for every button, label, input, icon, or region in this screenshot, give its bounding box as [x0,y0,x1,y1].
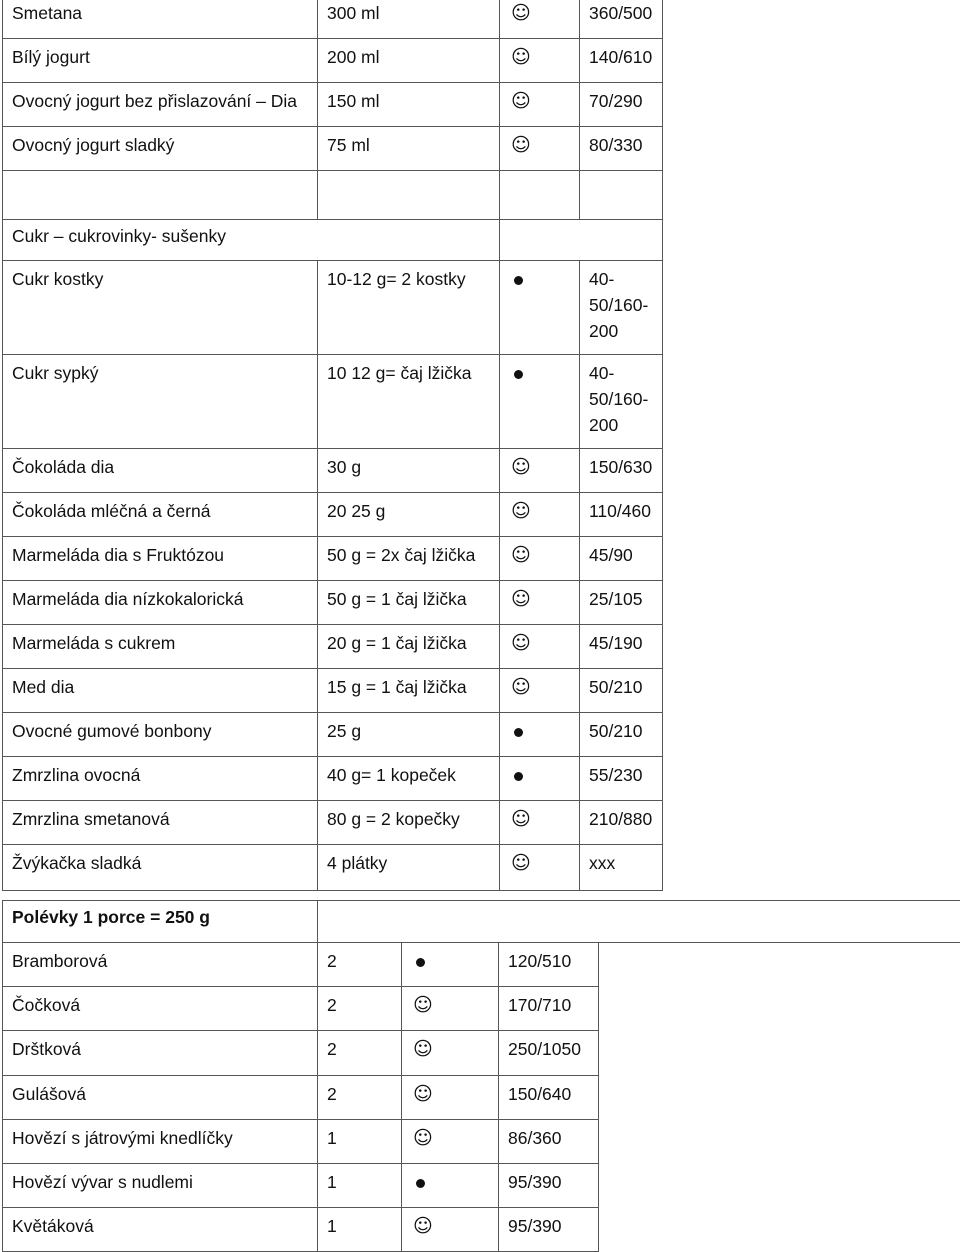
empty-cell [580,171,663,220]
portion-cell [318,355,500,449]
item-name-cell [3,1031,318,1076]
smiley-icon: ☺ [511,588,531,610]
item-value: 120/510 [508,951,572,971]
portion-cell [318,127,500,171]
item-portion: 25 g [327,721,362,741]
icon-cell [500,493,580,537]
icon-cell [500,713,580,757]
icon-cell [500,625,580,669]
item-value: 25/105 [589,589,643,609]
icon-cell [402,1164,499,1208]
value-cell [580,493,663,537]
table-row [3,757,663,801]
value-cell [499,943,599,987]
icon-cell [500,127,580,171]
portion-cell [318,261,500,355]
dot-icon [514,370,523,379]
item-name-cell [3,581,318,625]
portion-cell [318,1076,402,1120]
item-name: Cukr sypký [12,363,99,383]
section-title: Cukr – cukrovinky- sušenky [12,226,226,246]
smiley-icon: ☺ [511,456,531,478]
item-name-cell [3,493,318,537]
section-title-cell [3,220,500,261]
soup-table [2,900,960,1252]
value-cell [580,845,663,891]
item-portion: 1 [327,1216,337,1236]
icon-cell [500,581,580,625]
item-name-cell [3,801,318,845]
smiley-icon: ☺ [511,544,531,566]
value-cell [580,0,663,39]
table-row [3,39,663,83]
portion-cell [318,1031,402,1076]
portion-cell [318,801,500,845]
icon-cell [402,943,499,987]
soup-header-body [3,901,960,943]
item-name-cell [3,713,318,757]
portion-cell [318,845,500,891]
item-portion: 1 [327,1172,337,1192]
icon-cell [500,261,580,355]
portion-cell [318,39,500,83]
value-cell [580,537,663,581]
icon-cell [402,1120,499,1164]
item-portion: 75 ml [327,135,370,155]
dot-icon [416,1179,425,1188]
icon-cell [500,449,580,493]
item-name-cell [3,757,318,801]
item-portion: 2 [327,1084,337,1104]
portion-cell [318,83,500,127]
item-value: 50/210 [589,721,643,741]
empty-cell [318,171,500,220]
item-name-cell [3,943,318,987]
table-row [3,943,960,987]
item-name: Marmeláda dia s Fruktózou [12,545,225,565]
item-portion: 200 ml [327,47,380,67]
item-portion: 20 g = 1 čaj lžička [327,633,467,653]
item-name-cell [3,355,318,449]
table-row [3,669,663,713]
icon-cell [500,845,580,891]
table-row [3,83,663,127]
item-name: Ovocné gumové bonbony [12,721,212,741]
icon-cell [402,1031,499,1076]
item-value: 250/1050 [508,1039,581,1059]
value-cell [580,83,663,127]
item-name-cell [3,537,318,581]
smiley-icon: ☺ [511,90,531,112]
item-name: Žvýkačka sladká [12,853,142,873]
item-value: 86/360 [508,1128,562,1148]
portion-cell [318,669,500,713]
table-row [3,537,663,581]
item-name: Čokoláda mléčná a černá [12,501,211,521]
table-row [3,625,663,669]
item-name-cell [3,1208,318,1252]
item-name: Marmeláda s cukrem [12,633,176,653]
icon-cell [402,1076,499,1120]
item-name: Ovocný jogurt sladký [12,135,175,155]
item-name: Smetana [12,3,83,23]
dot-icon [514,728,523,737]
dot-icon [416,958,425,967]
value-cell [580,261,663,355]
table-row [3,581,663,625]
item-name-cell [3,845,318,891]
item-portion: 15 g = 1 čaj lžička [327,677,467,697]
item-portion: 2 [327,951,337,971]
table-row [3,493,663,537]
soup-title: Polévky 1 porce = 250 g [12,907,210,927]
empty-cell [318,901,960,943]
table-row [3,355,663,449]
item-name: Zmrzlina ovocná [12,765,141,785]
sweets-table [2,0,663,891]
value-cell [580,39,663,83]
item-name: Gulášová [12,1084,86,1104]
table-row [3,801,663,845]
soup-title-row [3,901,960,943]
sweets-top-body [3,0,663,171]
smiley-icon: ☺ [511,500,531,522]
section-header-row [3,220,663,261]
smiley-icon: ☺ [511,46,531,68]
item-name: Bramborová [12,951,108,971]
portion-cell [318,1208,402,1252]
smiley-icon: ☺ [413,994,433,1016]
item-portion: 2 [327,995,337,1015]
icon-cell [500,355,580,449]
item-value: 150/640 [508,1084,572,1104]
empty-cell [599,943,960,1252]
empty-cell [500,171,580,220]
icon-cell [500,757,580,801]
table-row [3,0,663,39]
item-value: 80/330 [589,135,643,155]
item-name-cell [3,0,318,39]
table-row [3,261,663,355]
empty-cell [3,171,318,220]
item-name: Marmeláda dia nízkokalorická [12,589,244,609]
item-name: Hovězí vývar s nudlemi [12,1172,193,1192]
item-name: Drštková [12,1039,82,1059]
portion-cell [318,449,500,493]
icon-cell [500,801,580,845]
item-name: Hovězí s játrovými knedlíčky [12,1128,233,1148]
portion-cell [318,757,500,801]
smiley-icon: ☺ [511,808,531,830]
item-portion: 40 g= 1 kopeček [327,765,456,785]
empty-cell [500,220,663,261]
smiley-icon: ☺ [413,1215,433,1237]
icon-cell [402,1208,499,1252]
smiley-icon: ☺ [413,1127,433,1149]
smiley-icon: ☺ [511,134,531,156]
item-value: 210/880 [589,809,653,829]
item-portion: 10-12 g= 2 kostky [327,269,466,289]
item-name-cell [3,127,318,171]
portion-cell [318,581,500,625]
item-value: 95/390 [508,1216,562,1236]
value-cell [580,625,663,669]
item-name-cell [3,83,318,127]
icon-cell [500,537,580,581]
table-row [3,449,663,493]
value-cell [499,987,599,1031]
item-name-cell [3,1120,318,1164]
value-cell [580,713,663,757]
item-name-cell [3,261,318,355]
item-value: 150/630 [589,457,653,477]
value-cell [580,757,663,801]
sweets-spacer-body [3,171,663,261]
item-portion: 30 g [327,457,362,477]
portion-cell [318,1120,402,1164]
value-cell [499,1031,599,1076]
value-cell [580,801,663,845]
item-name: Med dia [12,677,75,697]
icon-cell [402,987,499,1031]
portion-cell [318,625,500,669]
icon-cell [500,0,580,39]
portion-cell [318,943,402,987]
icon-cell [500,83,580,127]
smiley-icon: ☺ [413,1038,433,1060]
item-portion: 4 plátky [327,853,388,873]
item-name: Bílý jogurt [12,47,90,67]
item-value: 50/210 [589,677,643,697]
item-name: Cukr kostky [12,269,104,289]
item-name: Ovocný jogurt bez přislazování – Dia [12,91,297,111]
portion-cell [318,1164,402,1208]
item-name: Květáková [12,1216,94,1236]
value-cell [499,1120,599,1164]
smiley-icon: ☺ [511,676,531,698]
item-name: Čokoláda dia [12,457,115,477]
item-name-cell [3,1076,318,1120]
item-portion: 80 g = 2 kopečky [327,809,460,829]
item-portion: 50 g = 1 čaj lžička [327,589,467,609]
item-value: 70/290 [589,91,643,111]
table-row [3,127,663,171]
item-portion: 150 ml [327,91,380,111]
smiley-icon: ☺ [511,632,531,654]
item-name: Zmrzlina smetanová [12,809,170,829]
item-portion: 20 25 g [327,501,386,521]
table-row [3,713,663,757]
item-portion: 300 ml [327,3,380,23]
item-name: Čočková [12,995,81,1015]
item-value: xxx [589,853,616,873]
item-portion: 2 [327,1039,337,1059]
item-value: 95/390 [508,1172,562,1192]
item-name-cell [3,39,318,83]
portion-cell [318,713,500,757]
smiley-icon: ☺ [511,852,531,874]
table-row [3,845,663,891]
value-cell [580,449,663,493]
item-name-cell [3,625,318,669]
item-value: 55/230 [589,765,643,785]
soup-title-cell [3,901,318,943]
value-cell [580,355,663,449]
soup-rows-body [3,943,960,1252]
item-portion: 50 g = 2x čaj lžička [327,545,476,565]
item-name-cell [3,669,318,713]
dot-icon [514,276,523,285]
value-cell [499,1076,599,1120]
value-cell [499,1164,599,1208]
sweets-rows-body [3,261,663,891]
item-value: 40- 50/160- 200 [589,269,649,341]
smiley-icon: ☺ [413,1083,433,1105]
value-cell [580,669,663,713]
empty-row [3,171,663,220]
smiley-icon: ☺ [511,2,531,24]
value-cell [499,1208,599,1252]
item-value: 110/460 [589,501,651,521]
item-value: 40- 50/160- 200 [589,363,649,435]
value-cell [580,127,663,171]
item-name-cell [3,449,318,493]
item-value: 360/500 [589,3,653,23]
item-name-cell [3,1164,318,1208]
item-name-cell [3,987,318,1031]
item-portion: 10 12 g= čaj lžička [327,363,472,383]
portion-cell [318,0,500,39]
portion-cell [318,987,402,1031]
dot-icon [514,772,523,781]
value-cell [580,581,663,625]
item-value: 45/90 [589,545,633,565]
portion-cell [318,537,500,581]
item-value: 170/710 [508,995,572,1015]
item-value: 45/190 [589,633,643,653]
portion-cell [318,493,500,537]
icon-cell [500,669,580,713]
item-portion: 1 [327,1128,337,1148]
icon-cell [500,39,580,83]
item-value: 140/610 [589,47,653,67]
